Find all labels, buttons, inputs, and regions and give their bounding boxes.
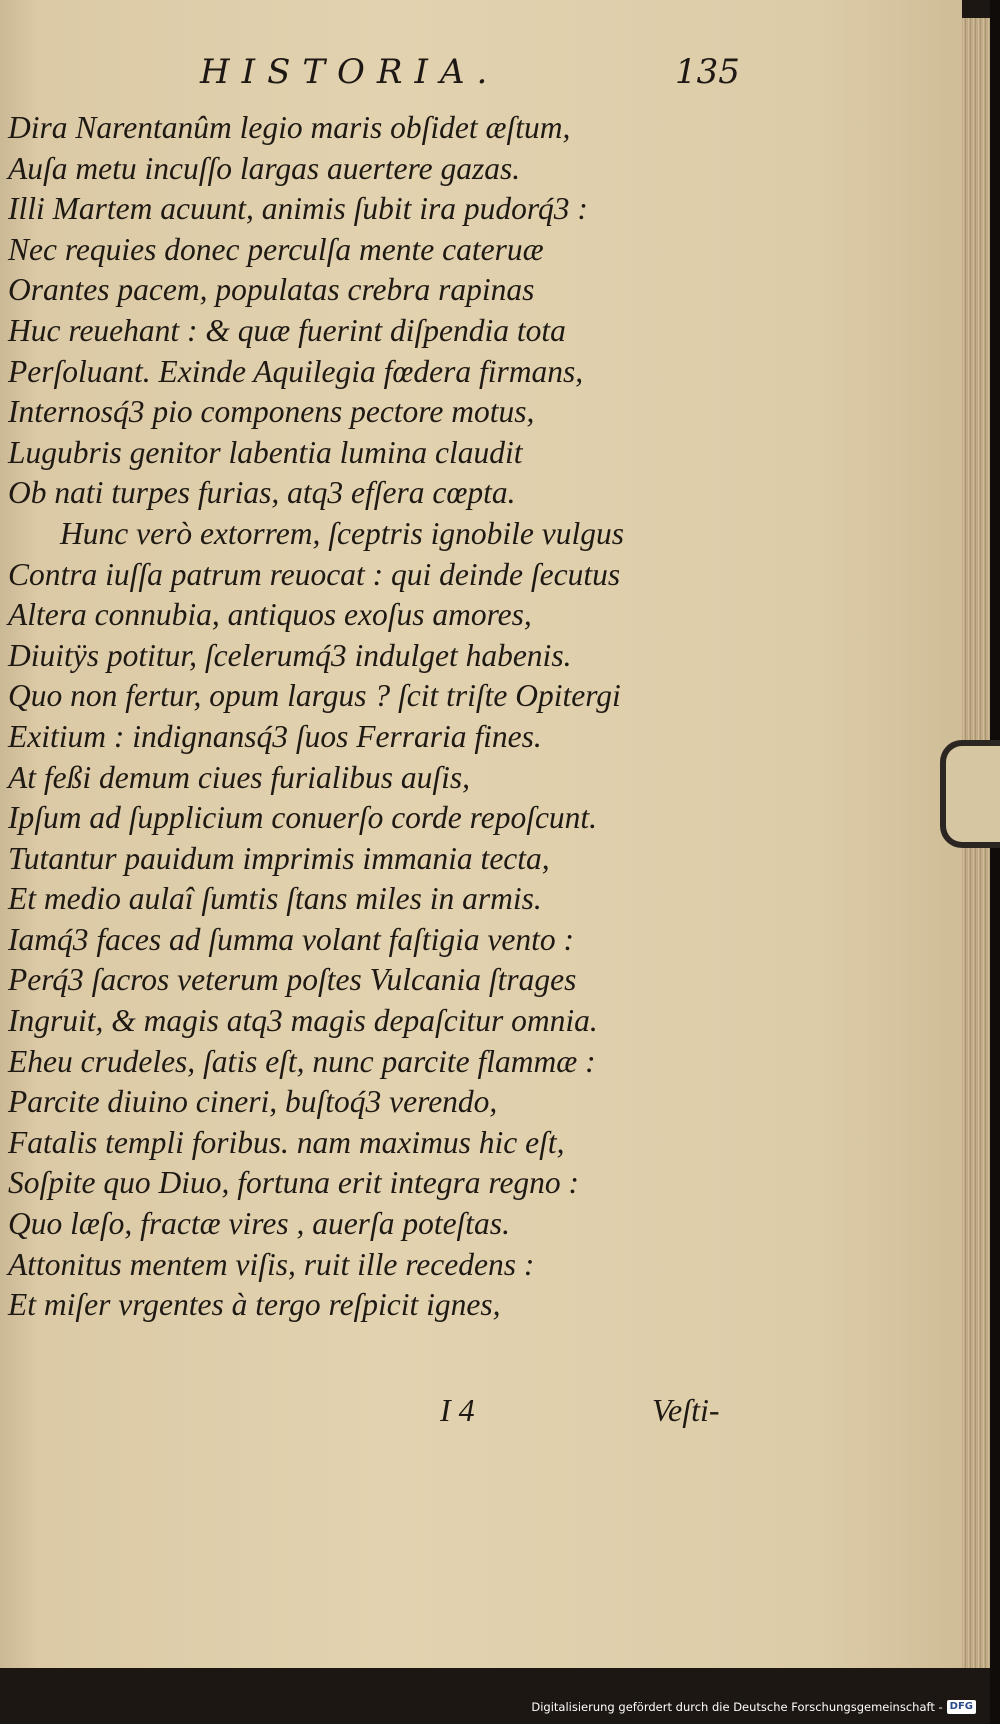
dfg-logo: DFG [947, 1700, 976, 1714]
verse-line: Fatalis templi foribus. nam maximus hic eſt, [8, 1124, 565, 1160]
verse-line: Et miſer vrgentes à tergo reſpicit ignes, [8, 1287, 501, 1323]
verse-line: Iamq́3 faces ad ſumma volant faſtigia vento : [8, 921, 575, 957]
verse-line: Orantes pacem, populatas crebra rapinas [8, 272, 535, 308]
page-number: 135 [675, 52, 740, 92]
digitization-credit [531, 1700, 976, 1714]
catchword: Veſti- [652, 1392, 720, 1428]
verse-line: Eheu crudeles, ſatis eſt, nunc parcite flammæ : [8, 1043, 596, 1079]
verse-line: Altera connubia, antiquos exoſus amores, [8, 597, 532, 633]
running-head: HISTORIA. [200, 52, 500, 92]
verse-line: Quo non fertur, opum largus ? ſcit triſte Opitergi [8, 678, 621, 714]
verse-line: Tutantur pauidum imprimis immania tecta, [8, 840, 550, 876]
signature-mark: I 4 [440, 1392, 475, 1428]
verse-line: Diuitÿs potitur, ſcelerumq́3 indulget habenis. [8, 637, 572, 673]
page-footer [0, 1392, 740, 1442]
verse-line: Ob nati turpes furias, atq3 efſera cœpta. [8, 475, 516, 511]
verse-line: Soſpite quo Diuo, fortuna erit integra regno : [8, 1165, 580, 1201]
verse-line: Auſa metu incuſſo largas auertere gazas. [8, 150, 521, 186]
verse-line: Exitium : indignansq́3 ſuos Ferraria fines. [8, 718, 542, 754]
verse-line: Ingruit, & magis atq3 magis depaſcitur omnia. [8, 1003, 598, 1039]
verse-line: Ipſum ad ſupplicium conuerſo corde repoſcunt. [8, 800, 598, 836]
verse-line: Quo læſo, fractæ vires , auerſa poteſtas. [8, 1206, 510, 1242]
verse-line: Illi Martem acuunt, animis ſubit ira pudorq́3 : [8, 191, 588, 227]
book-clasp [940, 740, 1000, 848]
verse-text [8, 108, 768, 1326]
verse-line: At feßi demum ciues furialibus auſis, [8, 759, 470, 795]
verse-line: Parcite diuino cineri, buſtoq́3 verendo, [8, 1084, 498, 1120]
book-spine-shadow [990, 0, 1000, 1724]
verse-line: Hunc verò extorrem, ſceptris ignobile vulgus [60, 515, 624, 551]
credit-text: Digitalisierung gefördert durch die Deutsche Forschungsgemeinschaft - [531, 1700, 943, 1714]
verse-line: Perſoluant. Exinde Aquilegia fœdera firmans, [8, 353, 584, 389]
verse-line: Perq́3 ſacros veterum poſtes Vulcania ſtrages [8, 962, 577, 998]
verse-line: Attonitus mentem viſis, ruit ille recedens : [8, 1246, 535, 1282]
page-header [200, 52, 760, 92]
verse-line: Huc reuehant : & quæ fuerint diſpendia tota [8, 312, 566, 348]
verse-line: Contra iuſſa patrum reuocat : qui deinde ſecutus [8, 556, 621, 592]
verse-line: Et medio aulaî ſumtis ſtans miles in armis. [8, 881, 542, 917]
verse-line: Nec requies donec perculſa mente cateruæ [8, 231, 544, 267]
verse-line: Internosq́3 pio componens pectore motus, [8, 394, 535, 430]
verse-line: Dira Narentanûm legio maris obſidet æſtum, [8, 110, 571, 145]
verse-line: Lugubris genitor labentia lumina claudit [8, 434, 523, 470]
